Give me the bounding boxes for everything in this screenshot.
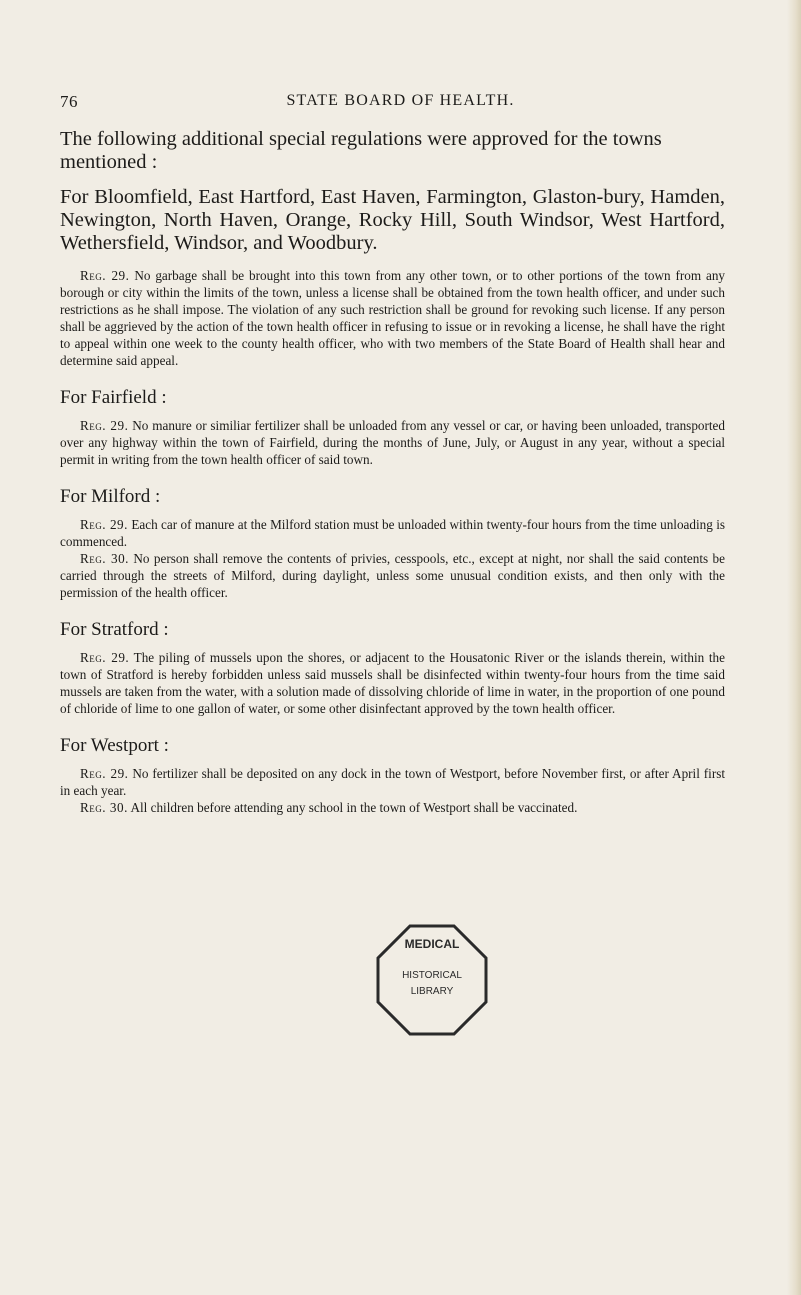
- regulation-label: Reg. 29.: [80, 517, 128, 532]
- regulation-text: No fertilizer shall be deposited on any dock in the town of Westport, before November first, or after April first in each year.: [60, 766, 726, 798]
- regulation-text: The piling of mussels upon the shores, or adjacent to the Housatonic River or the islands therein, within the town of Stratford is hereby forbidden unless said mussels shall be disinfected within twenty-four hours from the time said mussels are taken from the water, with a solution made of dissolving chloride of lime in water, in the proportion of one pound of chloride of lime to one gallon of water, or some other disinfectant approved by the town health officer.: [60, 650, 726, 716]
- section-heading-westport: For Westport :: [60, 735, 169, 756]
- regulation-label: Reg. 29.: [80, 650, 130, 665]
- regulation-text: Each car of manure at the Milford station must be unloaded within twenty-four hours from the time unloading is commenced.: [60, 517, 726, 549]
- town-list-heading: For Bloomfield, East Hartford, East Haven, Farmington, Glaston-bury, Hamden, Newington, North Haven, Orange, Rocky Hill, South Windsor, West Hartford, Wethersfield, Windsor, and Woodbury.: [60, 186, 725, 254]
- regulation-paragraph: [60, 516, 725, 550]
- regulation-text: No manure or similiar fertilizer shall be unloaded from any vessel or car, or having been unloaded, transported over any highway within the town of Fairfield, during the months of June, July, or August in any year, without a special permit in writing from the town health officer of said town.: [60, 418, 726, 467]
- stamp-line-1: HISTORICAL: [402, 970, 462, 981]
- regulation-paragraph: [60, 550, 725, 601]
- section-heading-stratford: For Stratford :: [60, 619, 169, 640]
- section-heading-milford: For Milford :: [60, 486, 161, 507]
- regulation-label: Reg. 29.: [80, 268, 130, 283]
- regulation-paragraph: [60, 267, 725, 369]
- page-number: 76: [60, 92, 78, 111]
- regulation-label: Reg. 29.: [80, 418, 129, 433]
- running-title: STATE BOARD OF HEALTH.: [286, 92, 515, 109]
- regulation-paragraph: [60, 649, 725, 717]
- page-edge-shadow: [787, 0, 801, 1295]
- regulation-text: All children before attending any school in the town of Westport shall be vaccinated.: [130, 800, 578, 815]
- regulation-text: No garbage shall be brought into this town from any other town, or to other portions of the town from any borough or city within the limits of the town, unless a license shall be obtained from the town health officer, and under such restrictions as he shall impose. The violation of any such restriction shall be ground for revoking such license. If any person shall be aggrieved by the action of the town health officer in refusing to issue or in revoking a license, he shall have the right to appeal within one week to the county health officer, who with two members of the State Board of Health shall hear and determine said appeal.: [60, 268, 726, 368]
- section-heading-fairfield: For Fairfield :: [60, 387, 167, 408]
- regulation-label: Reg. 30.: [80, 551, 129, 566]
- stamp-ring-text: MEDICAL: [404, 937, 460, 951]
- regulation-label: Reg. 30.: [80, 800, 128, 815]
- page-body: [60, 128, 725, 816]
- regulation-label: Reg. 29.: [80, 766, 129, 781]
- library-stamp-icon: [372, 920, 492, 1040]
- regulation-paragraph: [60, 417, 725, 468]
- intro-paragraph: The following additional special regulations were approved for the towns mentioned :: [60, 128, 662, 173]
- regulation-text: No person shall remove the contents of privies, cesspools, etc., except at night, nor shall the said contents be carried through the streets of Milford, during daylight, unless some unusual condition exists, and then only with the permission of the health officer.: [60, 551, 725, 600]
- regulation-paragraph: [60, 799, 725, 816]
- stamp-line-2: LIBRARY: [410, 986, 454, 997]
- regulation-paragraph: [60, 765, 725, 799]
